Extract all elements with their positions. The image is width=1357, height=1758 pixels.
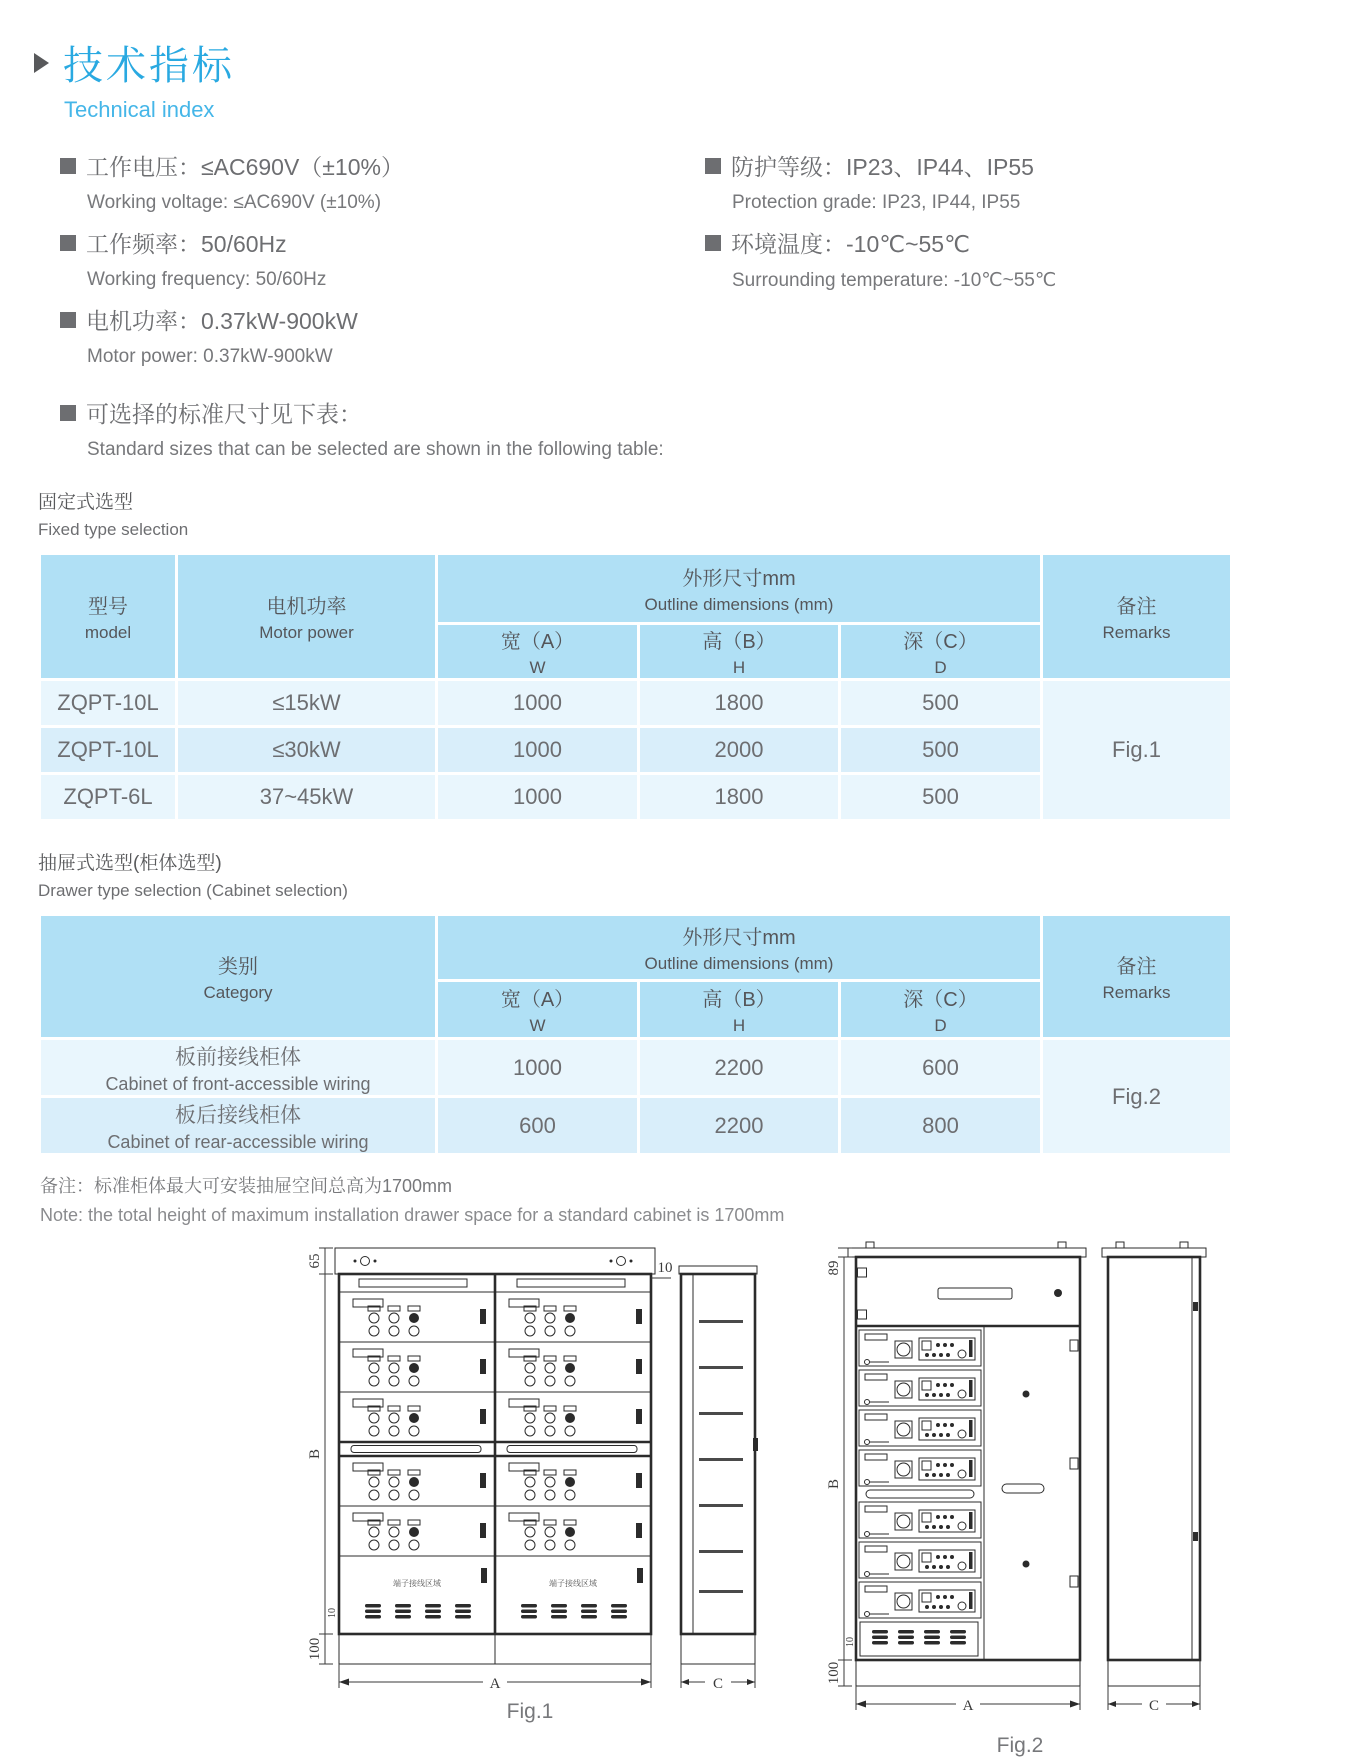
drawer-table-title <box>38 848 1357 901</box>
bullet-square-icon <box>60 235 76 251</box>
page-header <box>0 0 1357 123</box>
cell-power: ≤30kW <box>177 727 437 774</box>
fig1-dim-65: 65 <box>307 1253 323 1269</box>
fig2-dim-A: A <box>962 1698 974 1714</box>
col-header-model-zh: 型号 <box>88 596 128 618</box>
col-header-height-en: H <box>732 1016 746 1035</box>
col-header-width-zh: 宽（A） <box>500 631 575 653</box>
fig2-caption: Fig.2 <box>996 1734 1044 1757</box>
col-header-width <box>437 981 639 1039</box>
cell-category-en: Cabinet of front-accessible wiring <box>105 1073 371 1094</box>
fig2-front-view <box>848 1242 1086 1686</box>
fig2-block <box>820 1232 1220 1758</box>
bullet-square-icon <box>60 158 76 174</box>
spec-en-text: Standard sizes that can be selected are shown in the following table: <box>87 439 664 460</box>
spec-en-text: Surrounding temperature: -10℃~55℃ <box>732 270 1057 291</box>
fig1-front-view <box>335 1248 655 1664</box>
drawer-type-table <box>38 913 1233 1156</box>
spec-zh-text: 防护等级：IP23、IP44、IP55 <box>731 154 1034 180</box>
spec-standard-sizes <box>60 396 1300 461</box>
col-header-outline-dims-zh: 外形尺寸mm <box>682 927 796 949</box>
cell-category-zh: 板后接线柜体 <box>175 1103 301 1127</box>
col-header-model <box>40 554 177 680</box>
col-header-category-en: Category <box>203 983 273 1002</box>
footnote-zh: 备注：标准柜体最大可安装抽屉空间总高为1700mm <box>40 1176 453 1196</box>
fixed-table-title-zh: 固定式选型 <box>38 492 134 513</box>
spec-en-text: Motor power: 0.37kW-900kW <box>87 346 333 367</box>
page-title: 技术指标 <box>63 44 235 88</box>
col-header-remarks-en: Remarks <box>1102 983 1171 1002</box>
bullet-square-icon <box>705 158 721 174</box>
col-header-outline-dims-en: Outline dimensions (mm) <box>644 595 834 614</box>
drawer-table-title-en: Drawer type selection (Cabinet selection) <box>38 881 348 900</box>
fig2-dim-89: 89 <box>826 1260 842 1276</box>
footnote <box>40 1172 1357 1226</box>
col-header-width-zh: 宽（A） <box>500 989 575 1011</box>
col-header-remarks-zh: 备注 <box>1116 596 1157 618</box>
col-header-remarks <box>1042 915 1232 1039</box>
fig2-dim-10-bottom: 10 <box>845 1637 856 1647</box>
col-header-remarks-en: Remarks <box>1102 623 1171 642</box>
fig2-dim-B: B <box>826 1478 842 1490</box>
cell-depth: 500 <box>840 727 1042 774</box>
footnote-en: Note: the total height of maximum installation drawer space for a standard cabinet is 1700mm <box>40 1205 785 1225</box>
col-header-remarks-zh: 备注 <box>1116 956 1157 978</box>
table-row <box>40 1039 1232 1097</box>
page-subtitle: Technical index <box>64 97 215 122</box>
fixed-type-table <box>38 552 1233 822</box>
fig2-drawing <box>820 1232 1220 1732</box>
spec-motor-power <box>60 303 705 368</box>
col-header-depth-zh: 深（C） <box>903 989 978 1011</box>
spec-working-frequency <box>60 226 705 291</box>
spec-working-voltage <box>60 149 705 214</box>
cell-power: ≤15kW <box>177 680 437 727</box>
cell-category <box>40 1097 437 1155</box>
spec-zh-text: 可选择的标准尺寸见下表： <box>86 401 362 427</box>
cell-depth: 500 <box>840 774 1042 821</box>
cell-model: ZQPT-10L <box>40 727 177 774</box>
col-header-depth-en: D <box>934 658 947 677</box>
fig1-dim-10-top: 10 <box>657 1260 673 1276</box>
spec-en-text: Working voltage: ≤AC690V (±10%) <box>87 192 382 213</box>
cell-height: 2000 <box>639 727 840 774</box>
cell-model: ZQPT-6L <box>40 774 177 821</box>
drawer-table-title-zh: 抽屉式选型(柜体选型) <box>38 853 222 874</box>
fig1-dim-10-bottom: 10 <box>327 1608 338 1618</box>
fixed-table-title-en: Fixed type selection <box>38 520 189 539</box>
col-header-outline-dims-zh: 外形尺寸mm <box>682 568 796 590</box>
col-header-depth-en: D <box>934 1016 947 1035</box>
terminal-area-label: 端子接线区域 <box>549 1579 597 1588</box>
spec-list <box>60 149 1300 461</box>
cell-width: 1000 <box>437 774 639 821</box>
col-header-height-zh: 高（B） <box>702 989 776 1011</box>
col-header-width-en: W <box>529 658 546 677</box>
fig1-dimensions <box>307 1248 673 1692</box>
cell-power: 37~45kW <box>177 774 437 821</box>
cell-depth: 800 <box>840 1097 1042 1155</box>
fig1-caption: Fig.1 <box>506 1700 554 1723</box>
spec-en-text: Working frequency: 50/60Hz <box>87 269 327 290</box>
terminal-area-label: 端子接线区域 <box>393 1579 441 1588</box>
col-header-outline-dims <box>437 554 1042 624</box>
spec-protection-grade <box>705 149 1300 214</box>
cell-width: 1000 <box>437 680 639 727</box>
fig1-dim-B: B <box>307 1448 323 1460</box>
col-header-remarks <box>1042 554 1232 680</box>
bullet-square-icon <box>60 405 76 421</box>
fig2-dim-100: 100 <box>826 1661 842 1685</box>
fig1-dim-100: 100 <box>307 1637 323 1661</box>
cell-height: 2200 <box>639 1039 840 1097</box>
spec-en-text: Protection grade: IP23, IP44, IP55 <box>732 192 1021 213</box>
col-header-height <box>639 624 840 680</box>
bullet-square-icon <box>60 312 76 328</box>
col-header-depth <box>840 981 1042 1039</box>
bullet-square-icon <box>705 235 721 251</box>
spec-zh-text: 工作电压：≤AC690V（±10%） <box>86 154 404 180</box>
cell-height: 1800 <box>639 774 840 821</box>
col-header-width <box>437 624 639 680</box>
spec-zh-text: 环境温度：-10℃~55℃ <box>731 231 970 257</box>
cell-category-zh: 板前接线柜体 <box>175 1045 301 1069</box>
section-arrow-icon <box>34 53 49 73</box>
fig1-dim-A: A <box>489 1676 501 1692</box>
cell-model: ZQPT-10L <box>40 680 177 727</box>
col-header-model-en: model <box>84 623 132 642</box>
cell-height: 2200 <box>639 1097 840 1155</box>
col-header-motor-power-zh: 电机功率 <box>266 596 347 618</box>
col-header-height-en: H <box>732 658 746 677</box>
col-header-height <box>639 981 840 1039</box>
col-header-height-zh: 高（B） <box>702 631 776 653</box>
fig1-block <box>295 1232 765 1758</box>
col-header-motor-power <box>177 554 437 680</box>
col-header-depth-zh: 深（C） <box>903 631 978 653</box>
col-header-category-zh: 类别 <box>218 956 258 978</box>
fig1-dim-C: C <box>712 1676 724 1692</box>
cell-width: 600 <box>437 1097 639 1155</box>
cell-depth: 500 <box>840 680 1042 727</box>
fixed-table-title <box>38 487 1357 540</box>
spec-zh-text: 工作频率：50/60Hz <box>86 231 287 257</box>
fig2-dim-C: C <box>1148 1698 1160 1714</box>
cell-width: 1000 <box>437 727 639 774</box>
table-row <box>40 680 1232 727</box>
cell-remarks: Fig.1 <box>1042 680 1232 821</box>
spec-zh-text: 电机功率：0.37kW-900kW <box>86 308 358 334</box>
cell-height: 1800 <box>639 680 840 727</box>
cell-width: 1000 <box>437 1039 639 1097</box>
cell-category <box>40 1039 437 1097</box>
col-header-outline-dims-en: Outline dimensions (mm) <box>644 954 834 973</box>
col-header-motor-power-en: Motor power <box>259 623 354 642</box>
fig1-side-view <box>679 1266 758 1692</box>
cell-remarks: Fig.2 <box>1042 1039 1232 1155</box>
spec-surrounding-temperature <box>705 226 1300 292</box>
col-header-category <box>40 915 437 1039</box>
fig2-side-view <box>1102 1242 1206 1714</box>
col-header-depth <box>840 624 1042 680</box>
col-header-outline-dims <box>437 915 1042 981</box>
figures-area <box>295 1232 1357 1758</box>
cell-category-en: Cabinet of rear-accessible wiring <box>107 1131 369 1152</box>
cell-depth: 600 <box>840 1039 1042 1097</box>
col-header-width-en: W <box>529 1016 546 1035</box>
fig1-drawing <box>295 1232 765 1698</box>
